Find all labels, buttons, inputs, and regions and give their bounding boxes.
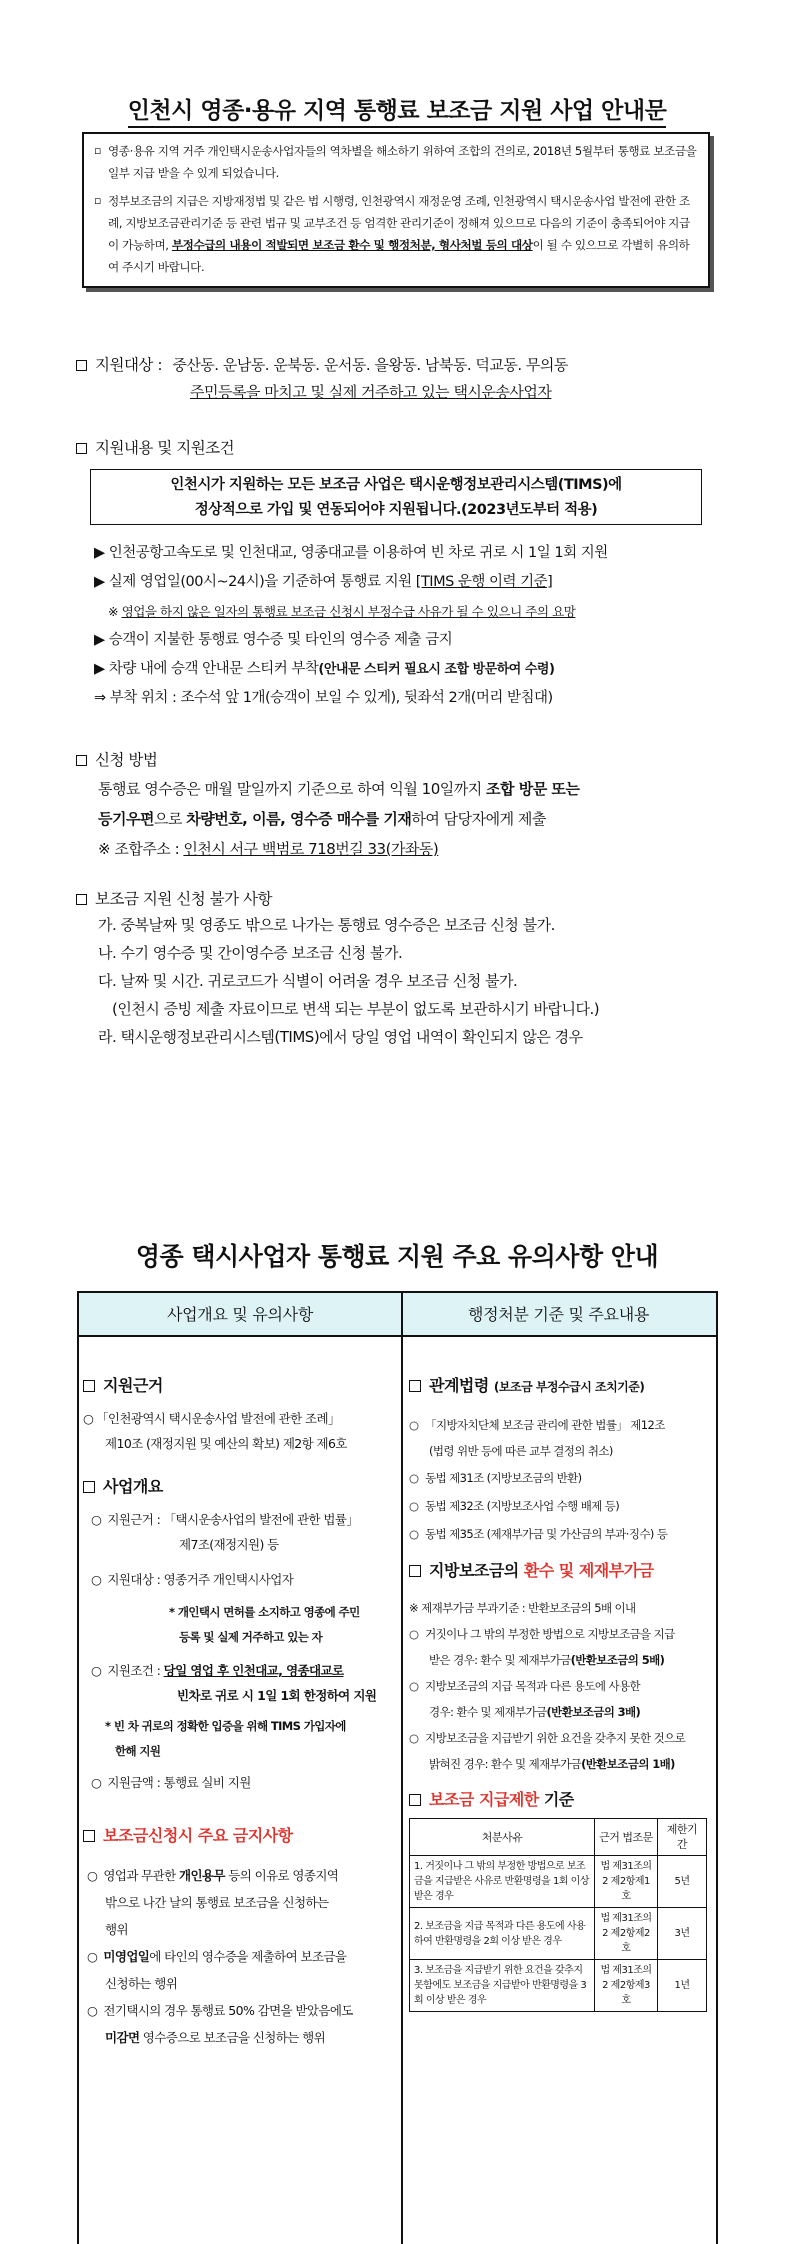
apply-heading: 신청 방법 xyxy=(76,748,157,770)
checkbox-icon xyxy=(409,1794,421,1806)
limit-table: 처분사유 근거 법조문 제한기간 1. 거짓이나 그 밖의 부정한 방법으로 보조금을 지급받은 사유로 반환명령을 1회 이상 받은 경우 법 제31조의2 제2항제1호 5년 2. 보조금을 지급 목적과 다른 용도에 사용하여 반환명령을 2회 이상 받은 경우 법 제31조의2 제2항제2호 3년 3. 보조금을 지급받기 위한 요건을 갖추지 못함에도 보조금을 지급받아 반환명령을 3회 이상 받은 경우 법 제31조의2 제2항제3호 1년 xyxy=(409,1818,707,2012)
checkbox-icon xyxy=(76,894,87,905)
checkbox-icon xyxy=(83,1481,95,1493)
checkbox-icon xyxy=(83,1380,95,1392)
apply-body: 통행료 영수증은 매월 말일까지 기준으로 하여 익월 10일까지 조합 방문 또는 등기우편으로 차량번호, 이름, 영수증 매수를 기재하여 담당자에게 제출 ※ 조합주소 : 인천시 서구 백범로 718번길 33(가좌동) xyxy=(98,780,580,858)
target-desc: 주민등록을 마치고 및 실제 거주하고 있는 택시운송사업자 xyxy=(190,383,552,401)
support-heading: 지원내용 및 지원조건 xyxy=(76,436,234,458)
guide-table xyxy=(77,1291,718,2244)
checkbox-icon xyxy=(76,443,87,454)
support-conditions: ▶ 인천공항고속도로 및 인천대교, 영종대교를 이용하여 빈 차로 귀로 시 1일 1회 지원 ▶ 실제 영업일(00시~24시)을 기준하여 통행료 지원 [TIMS 운행 이력 기준] ※ 영업을 하지 않은 일자의 통행료 보조금 신청시 부정수급 사유가 될 수 있으니 주의 요망 ▶ 승객이 지불한 통행료 영수증 및 타인의 영수증 제출 금지 ▶ 차량 내에 승객 안내문 스티커 부착(안내문 스티커 필요시 조합 방문하여 수령) ⇒ 부착 위치 : 조수석 앞 1개(승객이 보일 수 있게), 뒷좌석 2개(머리 받침대) xyxy=(94,545,608,706)
deny-heading: 보조금 지원 신청 불가 사항 xyxy=(76,887,272,909)
page2-title: 영종 택시사업자 통행료 지원 주요 유의사항 안내 xyxy=(135,1242,659,1271)
checkbox-icon xyxy=(409,1565,421,1577)
table-row: 2. 보조금을 지급 목적과 다른 용도에 사용하여 반환명령을 2회 이상 받은 경우 법 제31조의2 제2항제2호 3년 xyxy=(410,1908,707,1960)
target-section: 지원대상 : 중산동. 운남동. 운북동. 운서동. 을왕동. 남북동. 덕교동. 무의동 xyxy=(76,351,756,379)
right-column: 관계법령 (보조금 부정수급시 조치기준) ○ 「지방자치단체 보조금 관리에 관한 법률」 제12조 (법령 위반 등에 따른 교부 결정의 취소) ○ 동법 제31조 (지방보조금의 반환) ○ 동법 제32조 (지방보조사업 수행 배제 등) ○ 동법 제35조 (제재부가금 및 가산금의 부과·징수) 등 지방보조금의 환수 및 제재부가금 ※ 제재부가금 부과기준 : 반환보조금의 5배 이내 ○ 거짓이나 그 밖의 부정한 방법으로 지방보조금을 지급 받은 경우: 환수 및 제재부가금(반환보조금의 5배) ○ 지방보조금의 지급 목적과 다른 용도에 사용한 경우: 환수 및 제재부가금(반환보조금의 3배) ○ 지방보조금을 지급받기 위한 요건을 갖추지 못한 것으로 밝혀진 경우: 환수 및 제재부가금(반환보조금의 1배) 보조금 지급제한 기준 처분사유 근거 법조문 제한기간 1. 거짓이나 그 밖의 부정한 방법으로 보조금을 지급받은 사유로 반환명령을 1회 이상 받은 경우 법 제31조의2 제2항제1호 5년 2. 보조금을 지급 목적과 다른 용도에 사용하여 반환명령을 2회 이상 받은 경우 법 제31조의2 제2항제2호 3년 3. 보조금을 지급받기 위한 요건을 갖추지 못함에도 보조금을 지급받아 반환명령을 3회 이상 받은 경우 법 제31조의2 제2항제3호 1년 xyxy=(409,1373,712,2012)
table-row: 3. 보조금을 지급받기 위한 요건을 갖추지 못함에도 보조금을 지급받아 반환명령을 3회 이상 받은 경우 법 제31조의2 제2항제3호 1년 xyxy=(410,1960,707,2012)
deny-list: 가. 중복날짜 및 영종도 밖으로 나가는 통행료 영수증은 보조금 신청 불가. 나. 수기 영수증 및 간이영수증 보조금 신청 불가. 다. 날짜 및 시간. 귀로코드가 식별이 어려울 경우 보조금 신청 불가. (인천시 증빙 제출 자료이므로 변색 되는 부분이 없도록 보관하시기 바랍니다.) 라. 택시운행정보관리시스템(TIMS)에서 당일 영업 내역이 확인되지 않은 경우 xyxy=(98,916,600,1046)
table-row: 1. 거짓이나 그 밖의 부정한 방법으로 보조금을 지급받은 사유로 반환명령을 1회 이상 받은 경우 법 제31조의2 제2항제1호 5년 xyxy=(410,1856,707,1908)
col-header-left: 사업개요 및 유의사항 xyxy=(79,1293,401,1337)
checkbox-icon xyxy=(76,755,87,766)
checkbox-icon xyxy=(83,1830,95,1842)
checkbox-icon xyxy=(76,360,87,371)
checkbox-icon xyxy=(409,1380,421,1392)
notice-box: ▫ 영종·용유 지역 거주 개인택시운송사업자들의 역차별을 해소하기 위하여 조합의 건의로, 2018년 5월부터 통행료 보조금을 일부 지급 받을 수 있게 되었습니다. ▫ 정부보조금의 지급은 지방재정법 및 같은 법 시행령, 인천광역시 재정운영 조례, 인천광역시 택시운송사업 발전에 관한 조례, 지방보조금관리기준 등 관련 법규 및 교부조건 등 엄격한 관리기준이 정해져 있으므로 다음의 기준이 충족되어야 지급이 가능하며, 부정수급의 내용이 적발되면 보조금 환수 및 행정처분, 형사처벌 등의 대상이 될 수 있으므로 각별히 유의하여 주시기 바랍니다. xyxy=(82,132,710,288)
tims-box: 인천시가 지원하는 모든 보조금 사업은 택시운행정보관리시스템(TIMS)에 정상적으로 가입 및 연동되어야 지원됩니다.(2023년도부터 적용) xyxy=(90,469,702,525)
page-title: 인천시 영종·용유 지역 통행료 보조금 지원 사업 안내문 xyxy=(0,92,794,125)
left-column: 지원근거 ○ 「인천광역시 택시운송사업 발전에 관한 조례」 제10조 (재정지원 및 예산의 확보) 제2항 제6호 사업개요 ○ 지원근거 : 「택시운송사업의 발전에 관한 법률」 제7조(재정지원) 등 ○ 지원대상 : 영종거주 개인택시사업자 * 개인택시 면허를 소지하고 영종에 주민 등록 및 실제 거주하고 있는 자 ○ 지원조건 : 당일 영업 후 인천대교, 영종대교로 빈차로 귀로 시 1일 1회 한정하여 지원 * 빈 차 귀로의 정확한 입증을 위해 TIMS 가입자에 한해 지원 ○ 지원금액 : 통행료 실비 지원 보조금신청시 주요 금지사항 ○ 영업과 무관한 개인용무 등의 이유로 영종지역 밖으로 나간 날의 통행료 보조금을 신청하는 행위 ○ 미영업일에 타인의 영수증을 제출하여 보조금을 신청하는 행위 ○ 전기택시의 경우 통행료 50% 감면을 받았음에도 미감면 영수증으로 보조금을 신청하는 행위 xyxy=(83,1376,377,2045)
col-header-right: 행정처분 기준 및 주요내용 xyxy=(401,1293,716,1337)
